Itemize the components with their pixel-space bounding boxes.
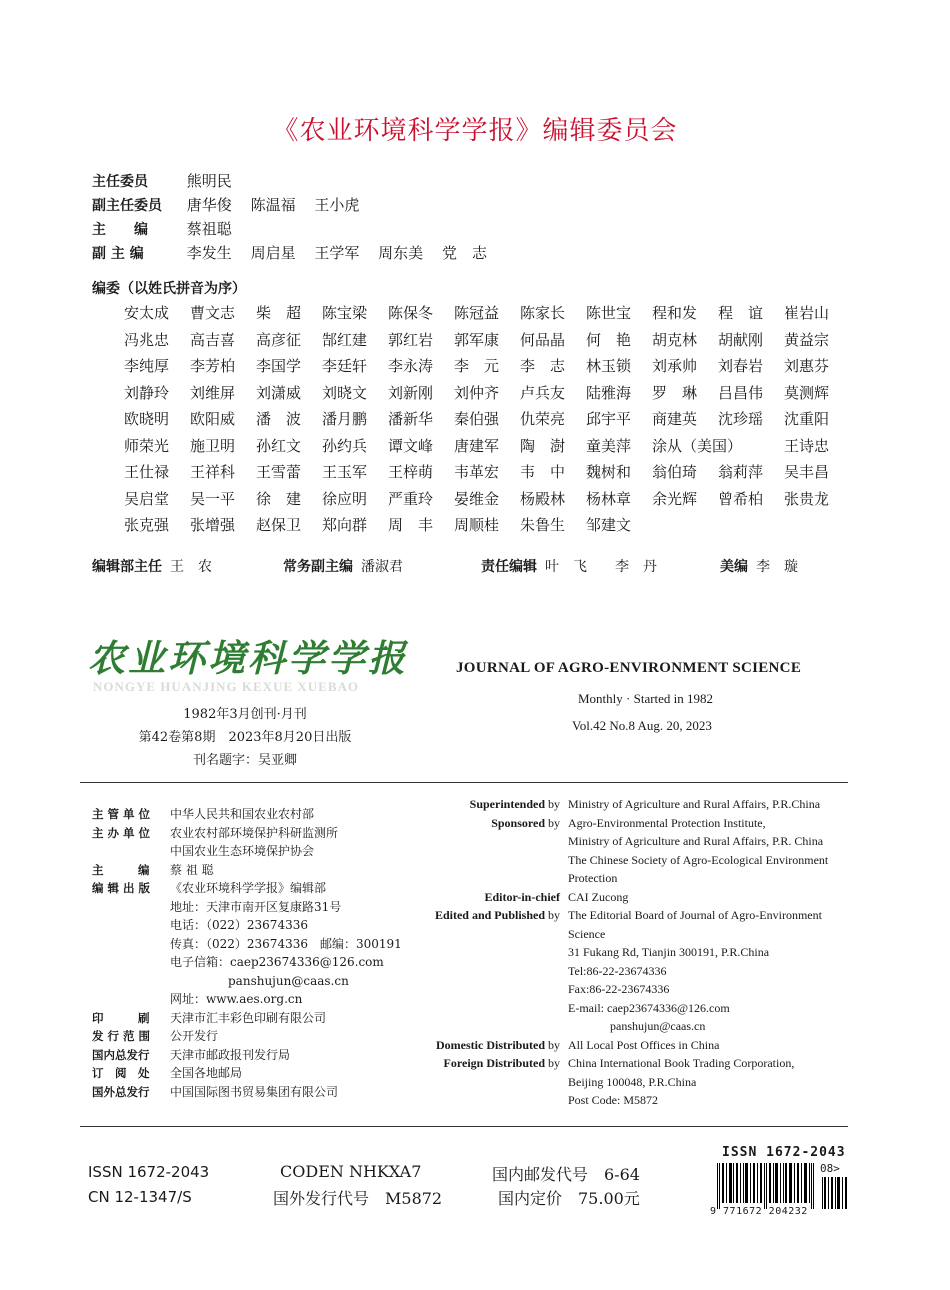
pub-info-value: All Local Post Offices in China [568,1037,720,1052]
board-member: 胡献刚 [718,330,764,349]
pub-info-value: 传真：（022）23674336 邮编：300191 [170,936,402,951]
board-member: 欧晓明 [124,410,170,428]
pub-info-value: 农业农村部环境保护科研监测所 [170,825,339,840]
role-label: 主 编 [92,222,148,238]
art-editor [720,556,798,576]
barcode-digits: 9 771672 204232 [710,1206,808,1217]
role-label: 主任委员 [92,174,148,190]
pub-info-value: 网址：www.aes.org.cn [170,992,303,1006]
pub-info-label-by: by [545,1056,560,1070]
editorial-board-title: 《农业环境科学学报》编辑委员会 [272,116,678,146]
pub-info-value: Beijing 100048, P.R.China [568,1074,697,1089]
domestic-postal-code: 国内邮发代号 6-64 [492,1165,640,1184]
pub-info-row-en [400,943,900,962]
board-member: 崔岩山 [784,304,830,322]
pub-info-row-cn [92,1009,402,1028]
board-member: 吴启堂 [124,489,170,508]
pub-info-row-en [400,1054,900,1073]
issn: ISSN 1672-2043 [88,1163,210,1181]
board-member: 王梓萌 [388,463,434,481]
board-member: 刘静玲 [124,383,170,402]
pub-info-value: 电话：（022）23674336 [170,918,308,932]
board-member: 柴 超 [256,304,302,322]
role-name: 陈温福 [250,196,296,214]
pub-info-label: 印 刷 [92,1010,150,1025]
board-member: 张增强 [190,516,236,534]
pub-info-label-bold: Editor-in-chief [484,889,560,904]
staff-name: 李 璇 [756,559,798,575]
pub-info-label [400,1036,568,1055]
pub-info-label-bold: Sponsored [491,815,545,830]
board-member: 严重玲 [388,489,434,508]
role-label: 副主任委员 [92,198,162,214]
role-name: 唐华俊 [186,196,232,214]
role-name: 周东美 [378,244,424,262]
exec-deputy-editor [283,556,403,576]
founded-cn: 1982年3月创刊·月刊 [183,707,307,722]
pub-info-row-en [400,795,900,814]
pub-info-row-en [400,888,900,907]
pub-info-label-by: by [545,908,560,922]
board-member: 沈珍瑶 [718,410,764,428]
pub-info-value: 31 Fukang Rd, Tianjin 300191, P.R.China [568,945,770,959]
board-member: 郭军康 [454,330,500,349]
pub-info-value: Post Code: M5872 [568,1093,659,1107]
board-member: 韦革宏 [454,463,500,481]
board-member: 周 丰 [388,516,434,534]
pub-info-label: 发 行 范 围 [92,1029,151,1043]
pub-info-value: 中华人民共和国农业农村部 [170,807,315,821]
pub-info-row-en [400,869,900,888]
board-member: 师荣光 [124,436,170,455]
board-member: 施卫明 [190,436,236,455]
pub-info-label [92,990,170,1009]
pub-info-row-cn [92,1046,402,1065]
pub-info-label [92,842,170,861]
barcode-icon [717,1163,821,1209]
pub-info-label [400,832,568,851]
board-member: 郭红岩 [388,330,434,349]
board-member: 朱鲁生 [520,516,566,534]
pub-info-value: Science [568,926,606,941]
pub-info-label-bold: Edited and Published [434,908,545,922]
board-member: 陈冠益 [454,304,500,322]
board-member: 韦 中 [520,463,566,481]
board-member: 赵保卫 [256,516,302,534]
pub-info-value: panshujun@caas.cn [610,1019,706,1033]
office-director [92,556,212,576]
publication-info-en [400,795,900,1110]
board-member: 安太成 [124,304,170,322]
board-member: 陆雅海 [586,383,632,402]
pub-info-label [400,980,568,999]
pub-info-value: Ministry of Agriculture and Rural Affairs, P.R. China [568,834,824,848]
board-member: 潘月鹏 [322,410,368,428]
pub-info-label [92,898,170,917]
pub-info-row-en [400,832,900,851]
role-name: 李发生 [186,244,232,262]
barcode-addon-icon [822,1177,848,1209]
role-name: 蔡祖聪 [186,220,232,238]
board-member: 陈宝梁 [322,304,368,322]
pub-info-value: 公开发行 [170,1029,219,1043]
pub-info-row-cn [92,1027,402,1046]
board-member: 刘维屏 [190,383,236,402]
pub-info-row-cn [92,898,402,917]
board-member: 王玉军 [322,463,368,481]
role-row-director [92,170,246,192]
board-member: 张贵龙 [784,489,830,508]
pub-info-row-en [400,1091,900,1110]
foreign-distribution-code: 国外发行代号 M5872 [273,1189,443,1208]
board-member: 魏树和 [586,463,632,481]
role-label: 副 主 编 [92,246,144,262]
pub-info-value: 天津市汇丰彩色印刷有限公司 [170,1010,327,1025]
board-member: 李国学 [256,357,302,375]
pub-info-label [400,925,568,944]
staff-label: 责任编辑 [481,559,537,575]
board-member: 王诗忠 [784,436,830,455]
pub-info-row-cn [92,916,402,935]
pub-info-row-cn [92,842,402,861]
pub-info-value: Ministry of Agriculture and Rural Affairs, P.R.China [568,797,821,811]
board-members-grid [124,300,854,539]
pub-info-row-cn [92,879,402,898]
board-member: 孙红文 [256,436,302,455]
board-member: 李廷轩 [322,357,368,375]
role-name: 王小虎 [314,196,360,214]
pub-info-label [92,935,170,954]
board-member: 杨林章 [586,489,632,508]
pub-info-row-cn [92,935,402,954]
pub-info-label [400,906,568,925]
board-member: 张克强 [124,516,170,534]
board-member: 沈重阳 [784,410,830,428]
pub-info-value: Agro-Environmental Protection Institute, [568,815,766,830]
calligraphy-credit: 刊名题字：吴亚卿 [192,753,297,768]
board-member: 曾希柏 [718,489,764,508]
pub-info-label: 国外总发行 [92,1084,150,1099]
pub-info-label [400,851,568,870]
pub-info-value: 中国农业生态环境保护协会 [170,844,315,858]
pub-info-row-en [400,980,900,999]
board-member: 徐 建 [256,489,302,508]
board-member: 童美萍 [586,436,632,455]
board-member: 卢兵友 [520,383,566,402]
board-member: 刘晓文 [322,383,368,402]
pub-info-label: 主 办 单 位 [92,825,151,840]
pub-info-value: 天津市邮政报刊发行局 [170,1047,291,1062]
staff-label: 编辑部主任 [92,559,162,575]
pub-info-label [92,953,170,972]
pub-info-row-cn [92,861,402,880]
board-member: 程 谊 [718,304,764,322]
board-member: 何品晶 [520,330,566,349]
board-member: 吴一平 [190,489,236,508]
pub-info-label [400,1091,568,1110]
pub-info-row-cn [92,805,402,824]
role-row-deputy-editor [92,242,501,264]
pub-info-row-cn [92,1083,402,1102]
pub-info-row-en [400,814,900,833]
board-member: 吴丰昌 [784,463,830,481]
journal-logo: 农业环境科学学报 [88,636,408,680]
coden: CODEN NHKXA7 [280,1162,422,1181]
board-member: 吕昌伟 [718,383,764,402]
domestic-price: 国内定价 75.00元 [498,1189,640,1208]
pub-info-label: 主 编 [92,862,150,877]
board-member: 杨殿林 [520,489,566,508]
pub-info-value: The Editorial Board of Journal of Agro-Environment [568,908,822,922]
board-member: 仇荣亮 [520,410,566,428]
board-member: 李 志 [520,357,566,375]
pub-info-label [400,869,568,888]
pub-info-label-bold: Superintended [469,797,545,811]
publication-info-cn [92,805,402,1101]
board-member: 李永涛 [388,357,434,375]
board-member: 郑向群 [322,516,368,534]
board-member: 陈世宝 [586,304,632,322]
board-member: 罗 琳 [652,383,698,402]
pub-info-value: 全国各地邮局 [170,1066,243,1080]
pub-info-row-en [400,1036,900,1055]
board-member: 潘新华 [388,410,434,428]
pub-info-label [92,916,170,935]
staff-name: 叶 飞 李 丹 [545,559,657,575]
staff-name: 王 农 [170,559,212,575]
pub-info-label [400,888,568,907]
board-member: 邱宇平 [586,410,632,428]
board-member: 晏维金 [454,489,500,508]
board-member: 林玉锁 [586,357,632,375]
board-member: 曹文志 [190,304,236,322]
board-member: 刘惠芬 [784,357,830,375]
journal-pinyin: NONGYE HUANJING KEXUE XUEBAO [93,679,359,694]
board-member: 程和发 [652,304,698,322]
board-member: 刘承帅 [652,357,698,375]
pub-info-value: Fax:86-22-23674336 [568,982,670,996]
board-member: 李芳柏 [190,357,236,375]
pub-info-label: 编 辑 出 版 [92,881,151,895]
pub-info-value: 中国国际图书贸易集团有限公司 [170,1084,339,1099]
issue-en: Vol.42 No.8 Aug. 20, 2023 [572,718,712,733]
board-member: 何 艳 [586,330,632,349]
pub-info-row-cn [92,953,402,972]
pub-info-label-bold: Domestic Distributed [436,1037,545,1052]
board-member: 黄益宗 [784,330,830,349]
board-member: 王仕禄 [124,463,170,481]
role-name: 熊明民 [186,172,232,190]
board-members-heading: 编委（以姓氏拼音为序） [92,281,246,297]
pub-info-label [400,1073,568,1092]
board-member: 王祥科 [190,463,236,481]
pub-info-label [400,943,568,962]
journal-name-en: JOURNAL OF AGRO-ENVIRONMENT SCIENCE [456,660,802,676]
pub-info-label: 国内总发行 [92,1047,150,1062]
board-member: 刘仲齐 [454,383,500,402]
board-member: 高吉喜 [190,330,236,349]
pub-info-label-by: by [545,815,560,830]
pub-info-row-cn [92,972,402,991]
board-member: 欧阳威 [190,410,236,428]
board-member: 徐应明 [322,489,368,508]
board-member: 谭文峰 [388,436,434,455]
role-name: 党 志 [441,244,487,262]
board-member: 孙约兵 [322,436,368,455]
board-member: 余光辉 [652,489,698,508]
board-member: 冯兆忠 [124,330,170,349]
board-member: 潘 波 [256,410,302,428]
pub-info-label: 订 阅 处 [92,1066,150,1080]
staff-label: 常务副主编 [283,559,353,575]
pub-info-row-en [400,906,900,925]
staff-label: 美编 [720,559,748,575]
board-member: 刘新刚 [388,383,434,402]
pub-info-row-en [400,962,900,981]
pub-info-row-cn [92,1064,402,1083]
role-row-vice-director [92,194,373,216]
role-name: 周启星 [250,244,296,262]
pub-info-label-by: by [545,797,560,811]
role-name: 王学军 [314,244,360,262]
pub-info-value: panshujun@caas.cn [228,973,349,988]
pub-info-label [400,795,568,814]
pub-info-value: The Chinese Society of Agro-Ecological Environment [568,852,829,867]
pub-info-value: 蔡 祖 聪 [170,862,214,877]
board-member: 李 元 [454,357,500,375]
pub-info-value: Tel:86-22-23674336 [568,963,667,978]
pub-info-label [400,1017,568,1036]
pub-info-value: CAI Zucong [568,889,629,904]
issue-cn: 第42卷第8期 2023年8月20日出版 [138,730,352,745]
pub-info-label [400,999,568,1018]
board-member: 邹建文 [586,516,632,534]
role-row-chief-editor [92,218,246,240]
pub-info-label-by: by [545,1037,560,1052]
board-member: 李纯厚 [124,357,170,375]
board-member: 郜红建 [322,330,368,349]
pub-info-value: 电子信箱：caep23674336@126.com [170,955,384,969]
monthly-en: Monthly · Started in 1982 [578,691,714,706]
pub-info-row-en [400,851,900,870]
pub-info-label [400,962,568,981]
divider-bottom [80,1126,848,1127]
pub-info-label [400,814,568,833]
pub-info-value: E-mail: caep23674336@126.com [568,1000,730,1015]
staff-name: 潘淑君 [361,559,403,575]
board-member: 陈保冬 [388,304,434,322]
pub-info-value: 《农业环境科学学报》编辑部 [170,881,327,895]
pub-info-row-en [400,1073,900,1092]
board-member: 王雪蕾 [256,463,302,481]
board-member: 商建英 [652,410,698,428]
board-member: 陈家长 [520,304,566,322]
pub-info-value: China International Book Trading Corporation, [568,1056,795,1070]
board-member: 翁莉萍 [718,463,764,481]
board-member: 周顺桂 [454,516,500,534]
board-member: 莫测辉 [784,383,830,402]
responsible-editors [481,556,657,576]
pub-info-label-bold: Foreign Distributed [443,1056,545,1070]
pub-info-label [92,972,170,991]
cn-number: CN 12-1347/S [88,1188,192,1206]
divider-top [80,782,848,783]
board-member: 刘潇威 [256,383,302,402]
board-member: 高彦征 [256,330,302,349]
board-member: 刘春岩 [718,357,764,375]
board-member: 陶 澍 [520,436,566,455]
pub-info-row-cn [92,990,402,1009]
pub-info-row-en [400,1017,900,1036]
pub-info-label [400,1054,568,1073]
pub-info-row-cn [92,824,402,843]
board-member: 胡克林 [652,330,698,349]
board-member: 翁伯琦 [652,463,698,481]
pub-info-row-en [400,925,900,944]
board-member: 秦伯强 [454,410,500,428]
barcode-issn-label: ISSN 1672-2043 [722,1145,846,1160]
board-member: 涂从（美国） [652,436,743,455]
pub-info-value: Protection [568,871,618,885]
pub-info-row-en [400,999,900,1018]
barcode-addon: 08> [820,1162,840,1175]
board-member: 唐建军 [454,436,500,455]
pub-info-label: 主 管 单 位 [92,807,151,821]
pub-info-value: 地址：天津市南开区复康路31号 [170,899,342,914]
